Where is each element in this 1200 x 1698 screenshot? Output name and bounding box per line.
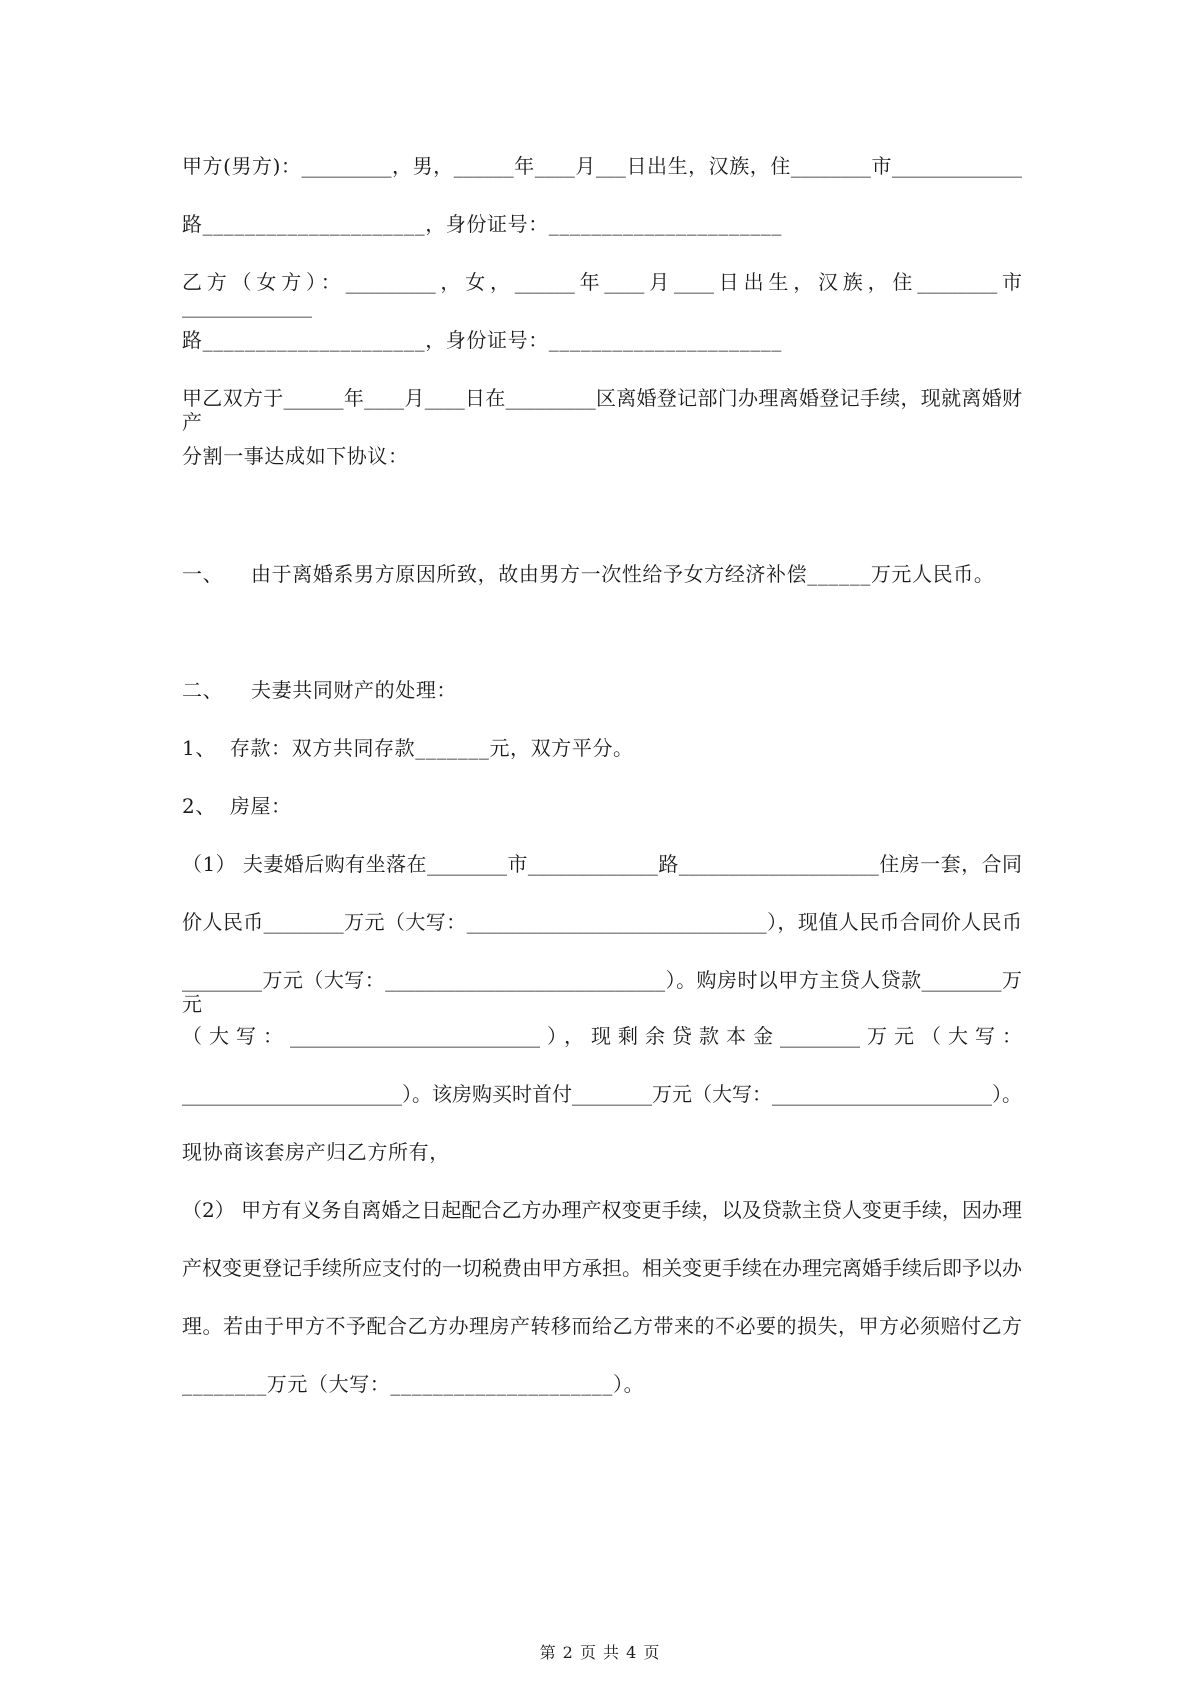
house-para-2-line-3: 理。若由于甲方不予配合乙方办理房产转移而给乙方带来的不必要的损失，甲方必须赔付乙方 [182, 1314, 1022, 1338]
party-b-line-2: 路_____________________，身份证号：______________________ [182, 328, 782, 352]
party-b-line-1: 乙方（女方）：_________，女，______年____月____日出生，汉族，住________市_____________ [182, 270, 1022, 318]
house-para-2-line-1: （2） 甲方有义务自离婚之日起配合乙方办理产权变更手续，以及贷款主贷人变更手续，因办理 [182, 1198, 1022, 1222]
item-1-savings: 1、 存款：双方共同存款_______元，双方平分。 [182, 736, 634, 760]
party-a-line-2: 路_____________________，身份证号：______________________ [182, 212, 782, 236]
house-para-1-line-1: （1） 夫妻婚后购有坐落在________市_____________路____________________住房一套，合同 [182, 852, 1022, 876]
intro-line-1: 甲乙双方于______年____月____日在_________区离婚登记部门办理离婚登记手续，现就离婚财产 [182, 386, 1022, 434]
house-para-2-line-2: 产权变更登记手续所应支付的一切税费由甲方承担。相关变更手续在办理完离婚手续后即予以办 [182, 1256, 1022, 1280]
item-2-house: 2、 房屋： [182, 794, 292, 818]
house-para-1-line-5: ______________________）。该房购买时首付________万元（大写：______________________）。 [182, 1082, 1022, 1106]
intro-line-2: 分割一事达成如下协议： [182, 444, 409, 468]
house-para-1-line-3: ________万元（大写：____________________________）。购房时以甲方主贷人贷款________万元 [182, 968, 1022, 1016]
house-para-1-line-4: （大写：_________________________），现剩余贷款本金________万元（大写： [182, 1024, 1022, 1048]
clause-1: 一、 由于离婚系男方原因所致，故由男方一次性给予女方经济补偿______万元人民币。 [182, 562, 995, 586]
clause-2-heading: 二、 夫妻共同财产的处理： [182, 678, 458, 702]
party-a-line-1: 甲方(男方)：_________，男，______年____月___日出生，汉族，住________市_____________ [182, 154, 1022, 178]
page-number-footer: 第 2 页 共 4 页 [539, 1643, 661, 1662]
house-para-2-line-4: ________万元（大写：_____________________）。 [182, 1372, 645, 1396]
house-para-1-line-6: 现协商该套房产归乙方所有， [182, 1140, 450, 1164]
house-para-1-line-2: 价人民币________万元（大写：______________________________），现值人民币合同价人民币 [182, 910, 1022, 934]
